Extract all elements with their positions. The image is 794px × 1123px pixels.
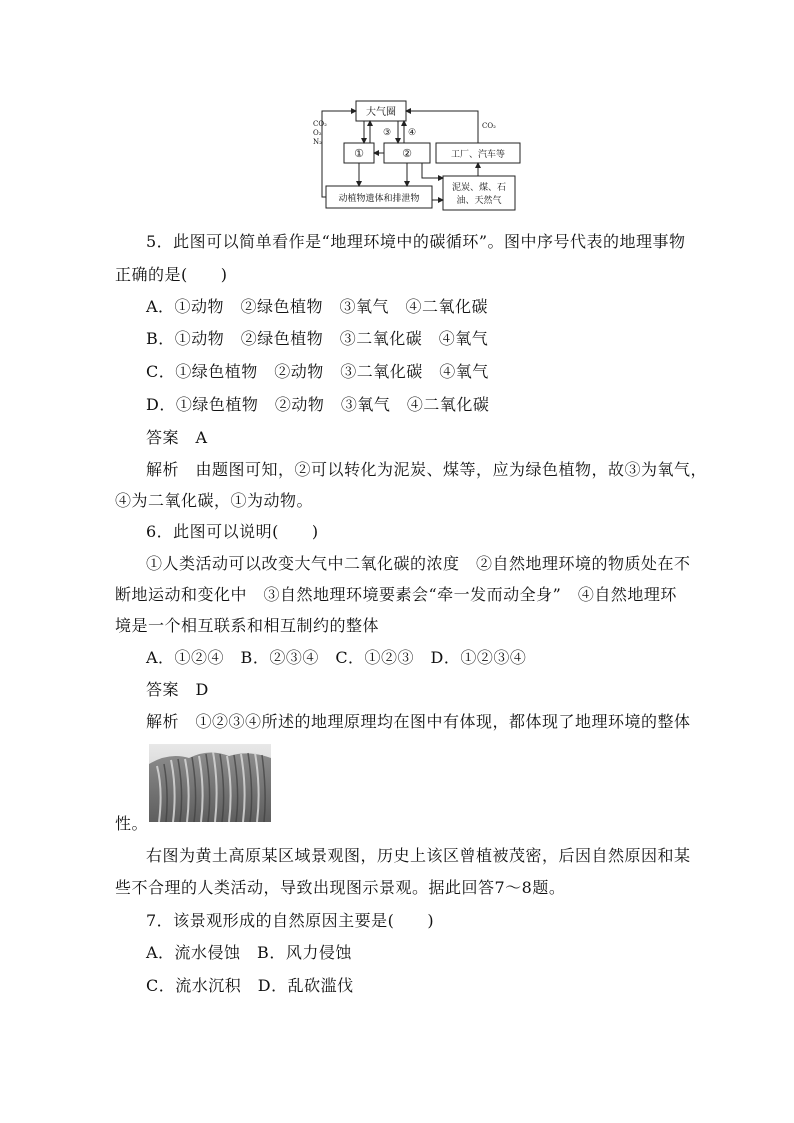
- q5-answer: 答案 A: [146, 428, 208, 447]
- q6-stem: 6．此图可以说明( ): [146, 522, 319, 541]
- node1-label: ①: [354, 147, 364, 160]
- q6-statement-line2: 断地运动和变化中 ③自然地理环境要素会“牵一发而动全身” ④自然地理环: [115, 585, 677, 604]
- node4-label: ④: [407, 128, 417, 138]
- atmosphere-label: 大气圈: [366, 107, 396, 118]
- q5-stem-line1: 5．此图可以简单看作是“地理环境中的碳循环”。图中序号代表的地理事物: [146, 232, 686, 251]
- q5-analysis-line1: 解析 由题图可知，②可以转化为泥炭、煤等，应为绿色植物，故③为氧气，: [146, 460, 708, 479]
- q5-option-c: C．①绿色植物 ②动物 ③二氧化碳 ④氧气: [146, 362, 489, 381]
- loess-plateau-photo: [149, 744, 271, 822]
- left-gas-n2: N₂: [313, 138, 322, 146]
- intro-line1: 右图为黄土高原某区域景观图，历史上该区曾植被茂密，后因自然原因和某: [146, 846, 691, 865]
- q5-stem-line2: 正确的是( ): [115, 265, 228, 284]
- left-gas-co2: CO₂: [313, 120, 327, 128]
- q5-analysis-line2: ④为二氧化碳，①为动物。: [115, 491, 314, 510]
- q6-statement-line3: 境是一个相互联系和相互制约的整体: [115, 616, 380, 635]
- carbon-cycle-diagram: [312, 98, 528, 214]
- q6-answer: 答案 D: [146, 680, 209, 699]
- left-gas-o2: O₂: [313, 129, 322, 137]
- q7-stem: 7．该景观形成的自然原因主要是( ): [146, 911, 435, 930]
- intro-line2: 些不合理的人类活动，导致出现图示景观。据此回答7～8题。: [115, 878, 566, 897]
- q6-analysis-line2: 性。: [115, 814, 149, 833]
- right-gas-co2: CO₂: [482, 122, 496, 130]
- fossil-label-2: 油、天然气: [456, 196, 502, 206]
- node3-label: ③: [382, 128, 392, 138]
- q5-option-a: A．①动物 ②绿色植物 ③氧气 ④二氧化碳: [146, 297, 489, 316]
- node2-label: ②: [402, 147, 412, 160]
- q6-analysis-line1: 解析 ①②③④所述的地理原理均在图中有体现，都体现了地理环境的整体: [146, 712, 691, 731]
- remains-label: 动植物遗体和排泄物: [338, 194, 420, 204]
- q7-options-ab: A．流水侵蚀 B．风力侵蚀: [146, 943, 352, 962]
- q5-option-b: B．①动物 ②绿色植物 ③二氧化碳 ④氧气: [146, 329, 489, 348]
- q7-options-cd: C．流水沉积 D．乱砍滥伐: [146, 976, 354, 995]
- factory-label: 工厂、汽车等: [450, 150, 506, 160]
- q6-options: A．①②④ B．②③④ C．①②③ D．①②③④: [146, 648, 527, 667]
- fossil-label-1: 泥炭、煤、石: [451, 183, 507, 193]
- q6-statement-line1: ①人类活动可以改变大气中二氧化碳的浓度 ②自然地理环境的物质处在不: [146, 554, 691, 573]
- q5-option-d: D．①绿色植物 ②动物 ③氧气 ④二氧化碳: [146, 395, 490, 414]
